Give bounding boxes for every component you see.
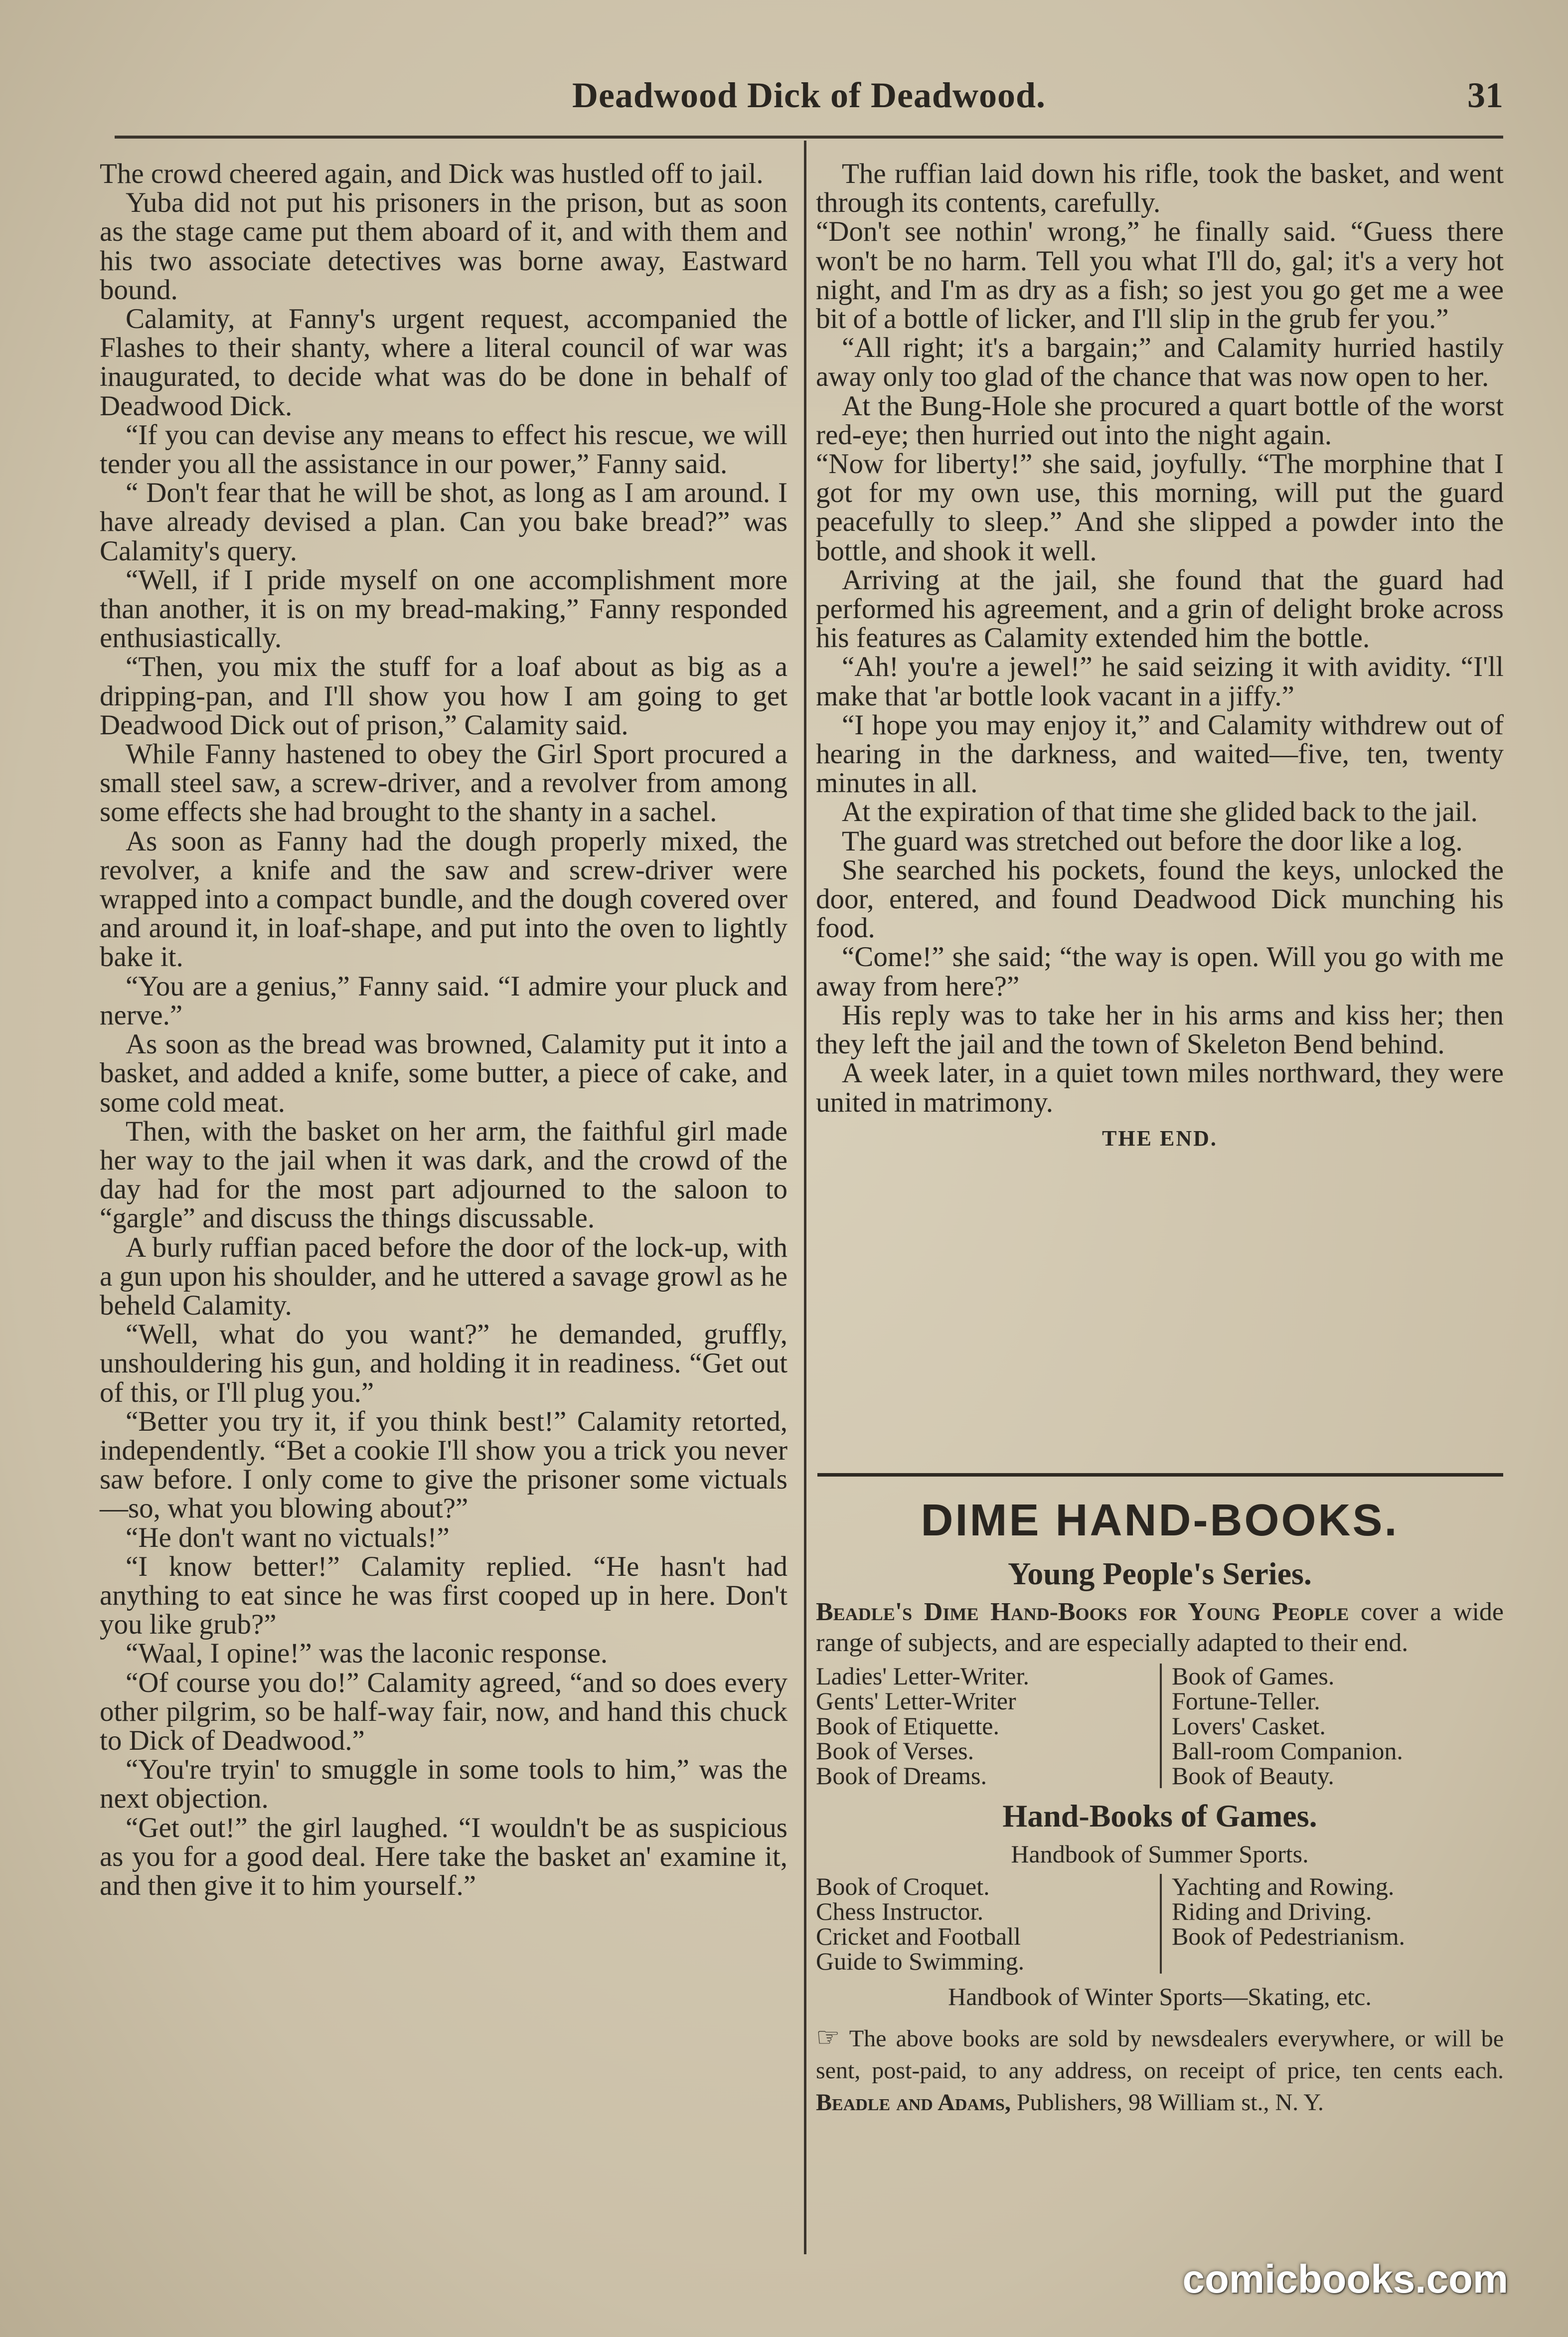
book-title: Book of Verses. [816, 1737, 974, 1765]
book-title: Book of Etiquette. [816, 1712, 999, 1740]
book-title: Book of Games. [1172, 1662, 1335, 1690]
paragraph: “All right; it's a bargain;” and Calamity hurried hastily away only too glad of the chance that was now open to her. [816, 332, 1504, 393]
left-column [100, 160, 787, 1900]
column-divider [804, 141, 806, 2254]
watermark: comicbooks.com [1182, 2257, 1508, 2301]
paragraph: “You are a genius,” Fanny said. “I admire your pluck and nerve.” [100, 970, 787, 1031]
paragraph: “Now for liberty!” she said, joyfully. “The morphine that I got for my own use, this morning, will put the guard peacefully to sleep.” And she slipped a powder into the bottle, and shook it well. [816, 448, 1504, 567]
paragraph: “Waal, I opine!” was the laconic response. [126, 1638, 608, 1669]
young-books-left [816, 1664, 1160, 1788]
paragraph: She searched his pockets, found the keys, unlocked the door, entered, and found Deadwood Dick munching his food. [816, 854, 1504, 944]
book-title: Book of Dreams. [816, 1762, 987, 1790]
paragraph: While Fanny hastened to obey the Girl Sport procured a small steel saw, a screw-driver, and a revolver from among some effects she had brought to the shanty in a sachel. [100, 738, 787, 828]
paragraph: Arriving at the jail, she found that the guard had performed his agreement, and a grin of delight broke across his features as Calamity extended him the bottle. [816, 564, 1504, 654]
pointing-hand-icon: ☞ [816, 2022, 840, 2052]
series-title: Young People's Series. [1008, 1556, 1312, 1591]
young-books-right [1160, 1664, 1504, 1788]
games-title: Hand-Books of Games. [1002, 1798, 1317, 1834]
book-title: Book of Croquet. [816, 1872, 990, 1900]
paragraph: “Well, what do you want?” he demanded, gruffly, unshouldering his gun, and holding it in readiness. “Get out of this, or I'll plug you.” [100, 1319, 787, 1408]
book-title: Riding and Driving. [1172, 1897, 1372, 1925]
paragraph: At the Bung-Hole she procured a quart bottle of the worst red-eye; then hurried out into the night again. [816, 390, 1504, 451]
paragraph: “Ah! you're a jewel!” he said seizing it with avidity. “I'll make that 'ar bottle look vacant in a jiffy.” [816, 651, 1504, 712]
paragraph: Calamity, at Fanny's urgent request, accompanied the Flashes to their shanty, where a literal council of war was inaugurated, to decide what was do be done in behalf of Deadwood Dick. [100, 303, 787, 422]
book-title: Fortune-Teller. [1172, 1687, 1320, 1715]
paragraph: As soon as Fanny had the dough properly mixed, the revolver, a knife and the saw and screw-driver were wrapped into a compact bundle, and the dough covered over and around it, in loaf-shape, and put into the oven to lightly bake it. [100, 825, 787, 973]
advert-footer [816, 2021, 1504, 2119]
paragraph: “Don't see nothin' wrong,” he finally said. “Guess there won't be no harm. Tell you what I'll do, gal; it's a very hot night, and I'm as dry as a fish; so jest you go get me a wee bit of a bottle of licker, and I'll slip in the grub fer you.” [816, 216, 1504, 335]
intro-publisher: Beadle's Dime Hand-Books for Young People [816, 1598, 1349, 1626]
advert-title: DIME HAND-BOOKS. [921, 1496, 1399, 1545]
book-title: Chess Instructor. [816, 1897, 984, 1925]
paragraph: “Come!” she said; “the way is open. Will you go with me away from here?” [816, 941, 1504, 1002]
publisher-name: Beadle and Adams, [816, 2089, 1011, 2116]
paragraph: The guard was stretched out before the door like a log. [842, 825, 1463, 857]
paragraph: “I know better!” Calamity replied. “He hasn't had anything to eat since he was first cooped up in here. Don't you like grub?” [100, 1550, 787, 1641]
young-books-list [816, 1664, 1504, 1788]
book-title: Book of Pedestrianism. [1172, 1922, 1406, 1950]
paragraph: Yuba did not put his prisoners in the prison, but as soon as the stage came put them aboard of it, and with them and his two associate detectives was borne away, Eastward bound. [100, 187, 787, 306]
paragraph: A week later, in a quiet town miles northward, they were united in matrimony. [816, 1057, 1504, 1118]
games-books-list [816, 1874, 1504, 1974]
paragraph: The ruffian laid down his rifle, took the basket, and went through its contents, carefully. [816, 158, 1504, 219]
the-end-label: THE END. [1102, 1126, 1218, 1151]
publisher-address: Publishers, 98 William st., N. Y. [1010, 2089, 1324, 2116]
paragraph: The crowd cheered again, and Dick was hustled off to jail. [100, 158, 764, 189]
book-title: Ball-room Companion. [1172, 1737, 1403, 1765]
winter-sports: Handbook of Winter Sports—Skating, etc. [948, 1983, 1372, 2010]
paragraph: His reply was to take her in his arms and kiss her; then they left the jail and the town of Skeleton Bend behind. [816, 999, 1504, 1060]
book-title: Lovers' Casket. [1172, 1712, 1326, 1740]
header-rule [115, 136, 1503, 139]
games-books-left [816, 1874, 1160, 1974]
book-title: Ladies' Letter-Writer. [816, 1662, 1030, 1690]
paragraph: At the expiration of that time she glided back to the jail. [842, 796, 1478, 828]
book-title: Yachting and Rowing. [1172, 1872, 1395, 1900]
paragraph: “Well, if I pride myself on one accomplishment more than another, it is on my bread-making,” Fanny responded enthusiastically. [100, 564, 787, 654]
paragraph: A burly ruffian paced before the door of the lock-up, with a gun upon his shoulder, and he uttered a savage growl as he beheld Calamity. [100, 1231, 787, 1321]
running-header [115, 75, 1503, 135]
paragraph: Then, with the basket on her arm, the faithful girl made her way to the jail when it was dark, and the crowd of the day had for the most part adjourned to the saloon to “gargle” and discuss the things discussable. [100, 1115, 787, 1234]
advert-intro [816, 1597, 1504, 1659]
right-column [816, 160, 1504, 1153]
book-title: Cricket and Football [816, 1922, 1021, 1950]
book-title: Guide to Swimming. [816, 1947, 1025, 1975]
book-title: Book of Beauty. [1172, 1762, 1334, 1790]
paragraph: “If you can devise any means to effect his rescue, we will tender you all the assistance in our power,” Fanny said. [100, 419, 787, 480]
paragraph: “Then, you mix the stuff for a loaf about as big as a dripping-pan, and I'll show you how I am going to get Deadwood Dick out of prison,” Calamity said. [100, 651, 787, 741]
paragraph: “He don't want no victuals!” [126, 1521, 450, 1553]
summer-sports: Handbook of Summer Sports. [1011, 1840, 1309, 1868]
paragraph: “I hope you may enjoy it,” and Calamity withdrew out of hearing in the darkness, and waited—five, ten, twenty minutes in all. [816, 709, 1504, 799]
paragraph: As soon as the bread was browned, Calamity put it into a basket, and added a knife, some butter, a piece of cake, and some cold meat. [100, 1028, 787, 1118]
paragraph: “You're tryin' to smuggle in some tools to him,” was the next objection. [100, 1754, 787, 1815]
paragraph: “ Don't fear that he will be shot, as long as I am around. I have already devised a plan. Can you bake bread?” was Calamity's query. [100, 477, 787, 567]
book-title: Gents' Letter-Writer [816, 1687, 1016, 1715]
advertisement [816, 1493, 1504, 2143]
advert-rule [817, 1473, 1503, 1477]
paragraph: “Of course you do!” Calamity agreed, “and so does every other pilgrim, so be half-way fair, now, and hand this chuck to Dick of Deadwood.” [100, 1667, 787, 1756]
page-number: 31 [1467, 75, 1503, 115]
paragraph: “Get out!” the girl laughed. “I wouldn't be as suspicious as you for a good deal. Here take the basket an' examine it, and then give it to him yourself.” [100, 1812, 787, 1901]
paragraph: “Better you try it, if you think best!” Calamity retorted, independently. “Bet a cookie I'll show you a trick you never saw before. I only come to give the prisoner some victuals—so, what you blowing about?” [100, 1405, 787, 1524]
games-books-right [1160, 1874, 1504, 1974]
footer-text: The above books are sold by newsdealers everywhere, or will be sent, post-paid, to any address, on receipt of price, ten cents each. [816, 2025, 1504, 2084]
running-title: Deadwood Dick of Deadwood. [572, 75, 1046, 115]
intro-text: cover a wide range of subjects, and are especially adapted to their end. [816, 1598, 1504, 1657]
